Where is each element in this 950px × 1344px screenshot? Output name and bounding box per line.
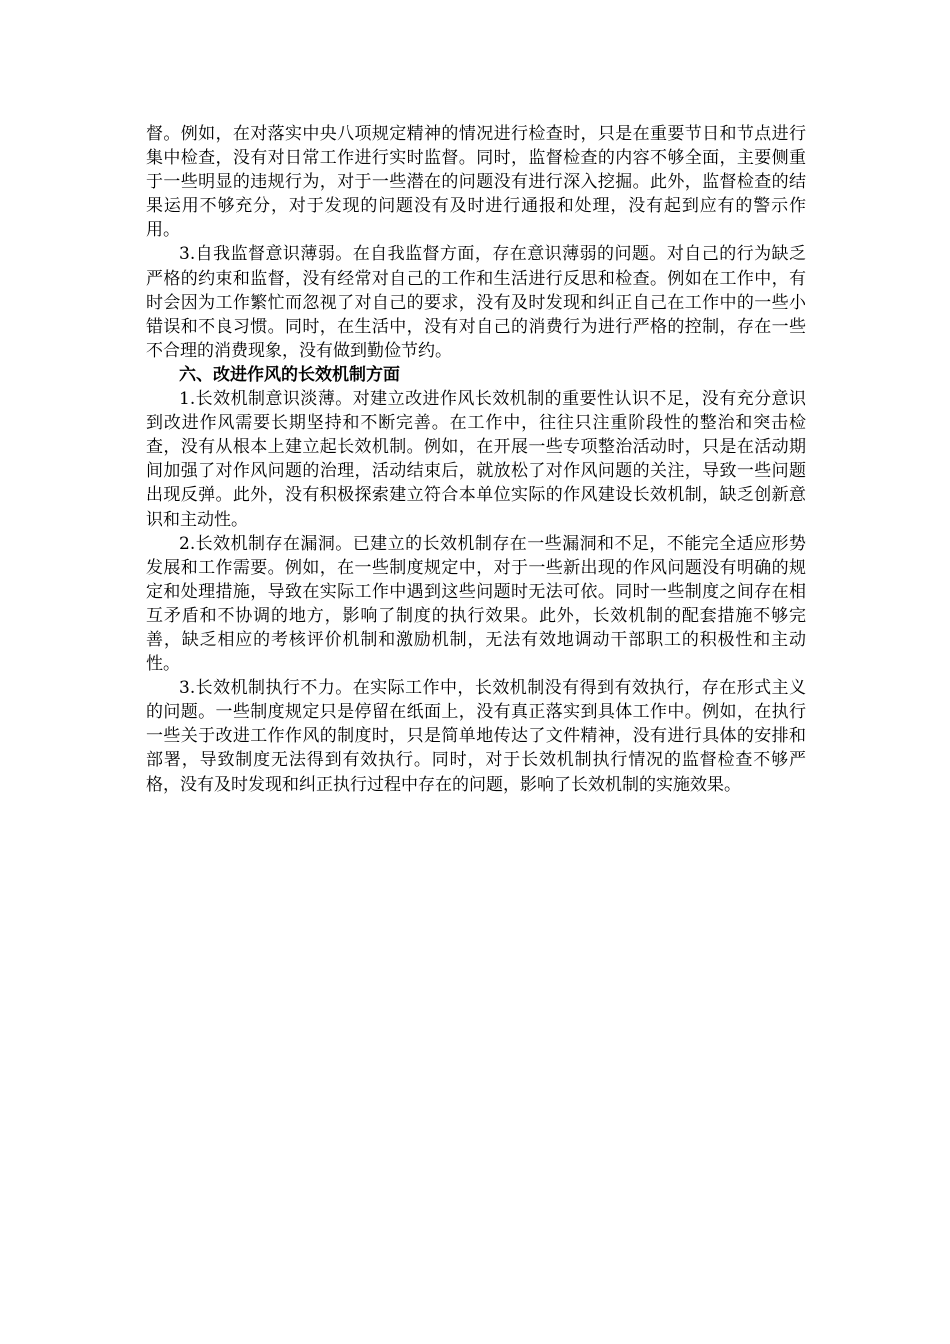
- paragraph-mechanism-execution: 3.长效机制执行不力。在实际工作中，长效机制没有得到有效执行，存在形式主义的问题。一些制度规定只是停留在纸面上，没有真正落实到具体工作中。例如，在执行一些关于改进工作作风的制度时，只是简单地传达了文件精神，没有进行具体的安排和部署，导致制度无法得到有效执行。同时，对于长效机制执行情况的监督检查不够严格，没有及时发现和纠正执行过程中存在的问题，影响了长效机制的实施效果。: [146, 678, 806, 795]
- continued-paragraph: 督。例如，在对落实中央八项规定精神的情况进行检查时，只是在重要节日和节点进行集中检查，没有对日常工作进行实时监督。同时，监督检查的内容不够全面，主要侧重于一些明显的违规行为，对于一些潜在的问题没有进行深入挖掘。此外，监督检查的结果运用不够充分，对于发现的问题没有及时进行通报和处理，没有起到应有的警示作用。: [146, 124, 806, 241]
- section-heading: 六、改进作风的长效机制方面: [179, 364, 400, 385]
- paragraph-mechanism-loopholes: 2.长效机制存在漏洞。已建立的长效机制存在一些漏洞和不足，不能完全适应形势发展和工作需要。例如，在一些制度规定中，对于一些新出现的作风问题没有明确的规定和处理措施，导致在实际工作中遇到这些问题时无法可依。同时一些制度之间存在相互矛盾和不协调的地方，影响了制度的执行效果。此外，长效机制的配套措施不够完善，缺乏相应的考核评价机制和激励机制，无法有效地调动干部职工的积极性和主动性。: [146, 533, 806, 675]
- paragraph-mechanism-awareness: 1.长效机制意识淡薄。对建立改进作风长效机制的重要性认识不足，没有充分意识到改进作风需要长期坚持和不断完善。在工作中，往往只注重阶段性的整治和突击检查，没有从根本上建立起长效机制。例如，在开展一些专项整治活动时，只是在活动期间加强了对作风问题的治理，活动结束后，就放松了对作风问题的关注，导致一些问题出现反弹。此外，没有积极探索建立符合本单位实际的作风建设长效机制，缺乏创新意识和主动性。: [146, 389, 806, 530]
- document-body: [146, 122, 806, 797]
- paragraph-self-supervision: 3.自我监督意识薄弱。在自我监督方面，存在意识薄弱的问题。对自己的行为缺乏严格的约束和监督，没有经常对自己的工作和生活进行反思和检查。例如在工作中，有时会因为工作繁忙而忽视了对自己的要求，没有及时发现和纠正自己在工作中的一些小错误和不良习惯。同时，在生活中，没有对自己的消费行为进行严格的控制，存在一些不合理的消费现象，没有做到勤俭节约。: [146, 244, 806, 361]
